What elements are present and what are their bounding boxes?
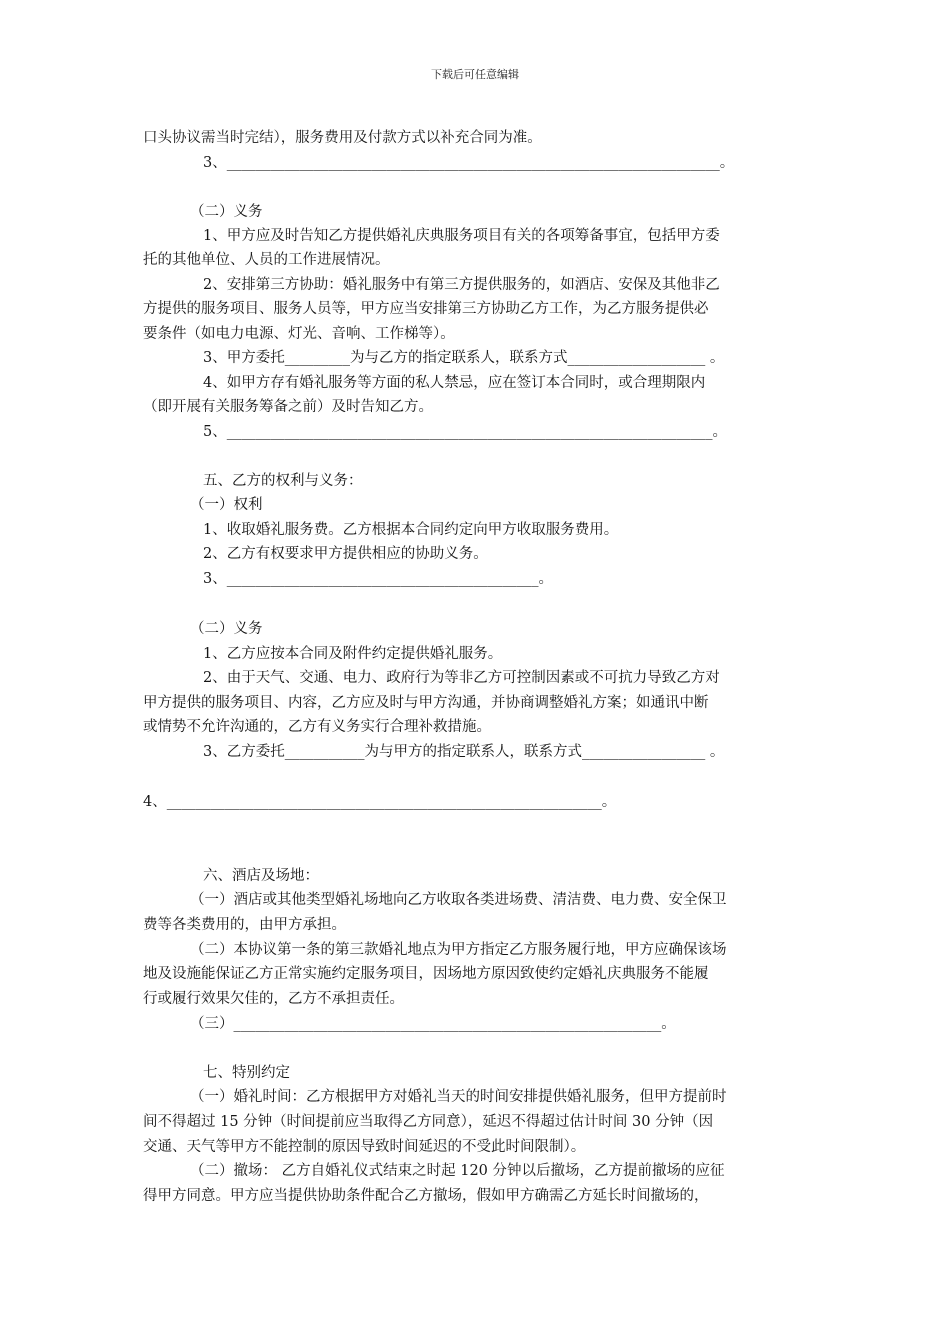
paragraph-line: （二）撤场： 乙方自婚礼仪式结束之时起 120 分钟以后撤场，乙方提前撤场的应征 <box>190 1163 725 1179</box>
paragraph-line: 行或履行效果欠佳的，乙方不承担责任。 <box>143 991 404 1007</box>
paragraph-line: 3、____________________________________________________________________。 <box>203 155 735 171</box>
paragraph-line: 托的其他单位、人员的工作进展情况。 <box>143 252 390 268</box>
paragraph-line: 交通、天气等甲方不能控制的原因导致时间延迟的不受此时间限制）。 <box>143 1139 586 1155</box>
section-heading: 七、特别约定 <box>203 1065 290 1081</box>
paragraph-line: 2、由于天气、交通、电力、政府行为等非乙方可控制因素或不可抗力导致乙方对 <box>203 670 720 686</box>
paragraph-line: （即开展有关服务筹备之前）及时告知乙方。 <box>143 399 433 415</box>
paragraph-line: 费等各类费用的，由甲方承担。 <box>143 917 346 933</box>
paragraph-line: 得甲方同意。甲方应当提供协助条件配合乙方撤场，假如甲方确需乙方延长时间撤场的， <box>143 1188 709 1204</box>
paragraph-line: （二）本协议第一条的第三款婚礼地点为甲方指定乙方服务履行地，甲方应确保该场 <box>190 942 727 958</box>
section-heading: 五、乙方的权利与义务： <box>203 473 363 489</box>
paragraph-line: 要条件（如电力电源、灯光、音响、工作梯等）。 <box>143 326 455 342</box>
paragraph-line: 3、甲方委托_________为与乙方的指定联系人，联系方式___________________ 。 <box>203 350 725 366</box>
section-heading: （一）权利 <box>190 497 263 513</box>
paragraph-line: 3、乙方委托___________为与甲方的指定联系人，联系方式_________________ 。 <box>203 744 725 760</box>
paragraph-line: （一）酒店或其他类型婚礼场地向乙方收取各类进场费、清洁费、电力费、安全保卫 <box>190 892 727 908</box>
paragraph-line: 或情势不允许沟通的，乙方有义务实行合理补救措施。 <box>143 719 491 735</box>
paragraph-line: 2、乙方有权要求甲方提供相应的协助义务。 <box>203 546 488 562</box>
paragraph-line: 地及设施能保证乙方正常实施约定服务项目，因场地方原因致使约定婚礼庆典服务不能履 <box>143 966 709 982</box>
paragraph-line: 甲方提供的服务项目、内容，乙方应及时与甲方沟通，并协商调整婚礼方案；如通讯中断 <box>143 695 709 711</box>
paragraph-line: 1、甲方应及时告知乙方提供婚礼庆典服务项目有关的各项筹备事宜，包括甲方委 <box>203 228 720 244</box>
paragraph-line: 1、乙方应按本合同及附件约定提供婚礼服务。 <box>203 646 503 662</box>
page-header-note: 下载后可任意编辑 <box>431 68 519 81</box>
section-heading: 六、酒店及场地： <box>203 868 319 884</box>
paragraph-line: 2、安排第三方协助：婚礼服务中有第三方提供服务的，如酒店、安保及其他非乙 <box>203 277 720 293</box>
paragraph-line: （三）___________________________________________________________。 <box>190 1016 676 1032</box>
paragraph-line: 3、___________________________________________。 <box>203 571 553 587</box>
paragraph-line: 间不得超过 15 分钟（时间提前应当取得乙方同意），延迟不得超过估计时间 30 分钟（因 <box>143 1114 714 1130</box>
section-heading: （二）义务 <box>190 204 263 220</box>
paragraph-line: 1、收取婚礼服务费。乙方根据本合同约定向甲方收取服务费用。 <box>203 522 619 538</box>
section-heading: （二）义务 <box>190 621 263 637</box>
paragraph-line: 方提供的服务项目、服务人员等，甲方应当安排第三方协助乙方工作，为乙方服务提供必 <box>143 301 709 317</box>
paragraph-line: 4、如甲方存有婚礼服务等方面的私人禁忌，应在签订本合同时，或合理期限内 <box>203 375 706 391</box>
paragraph-line: 口头协议需当时完结），服务费用及付款方式以补充合同为准。 <box>143 130 542 146</box>
paragraph-line: （一）婚礼时间：乙方根据甲方对婚礼当天的时间安排提供婚礼服务，但甲方提前时 <box>190 1089 727 1105</box>
paragraph-line: 5、___________________________________________________________________。 <box>203 424 727 440</box>
paragraph-line: 4、____________________________________________________________。 <box>143 794 617 810</box>
